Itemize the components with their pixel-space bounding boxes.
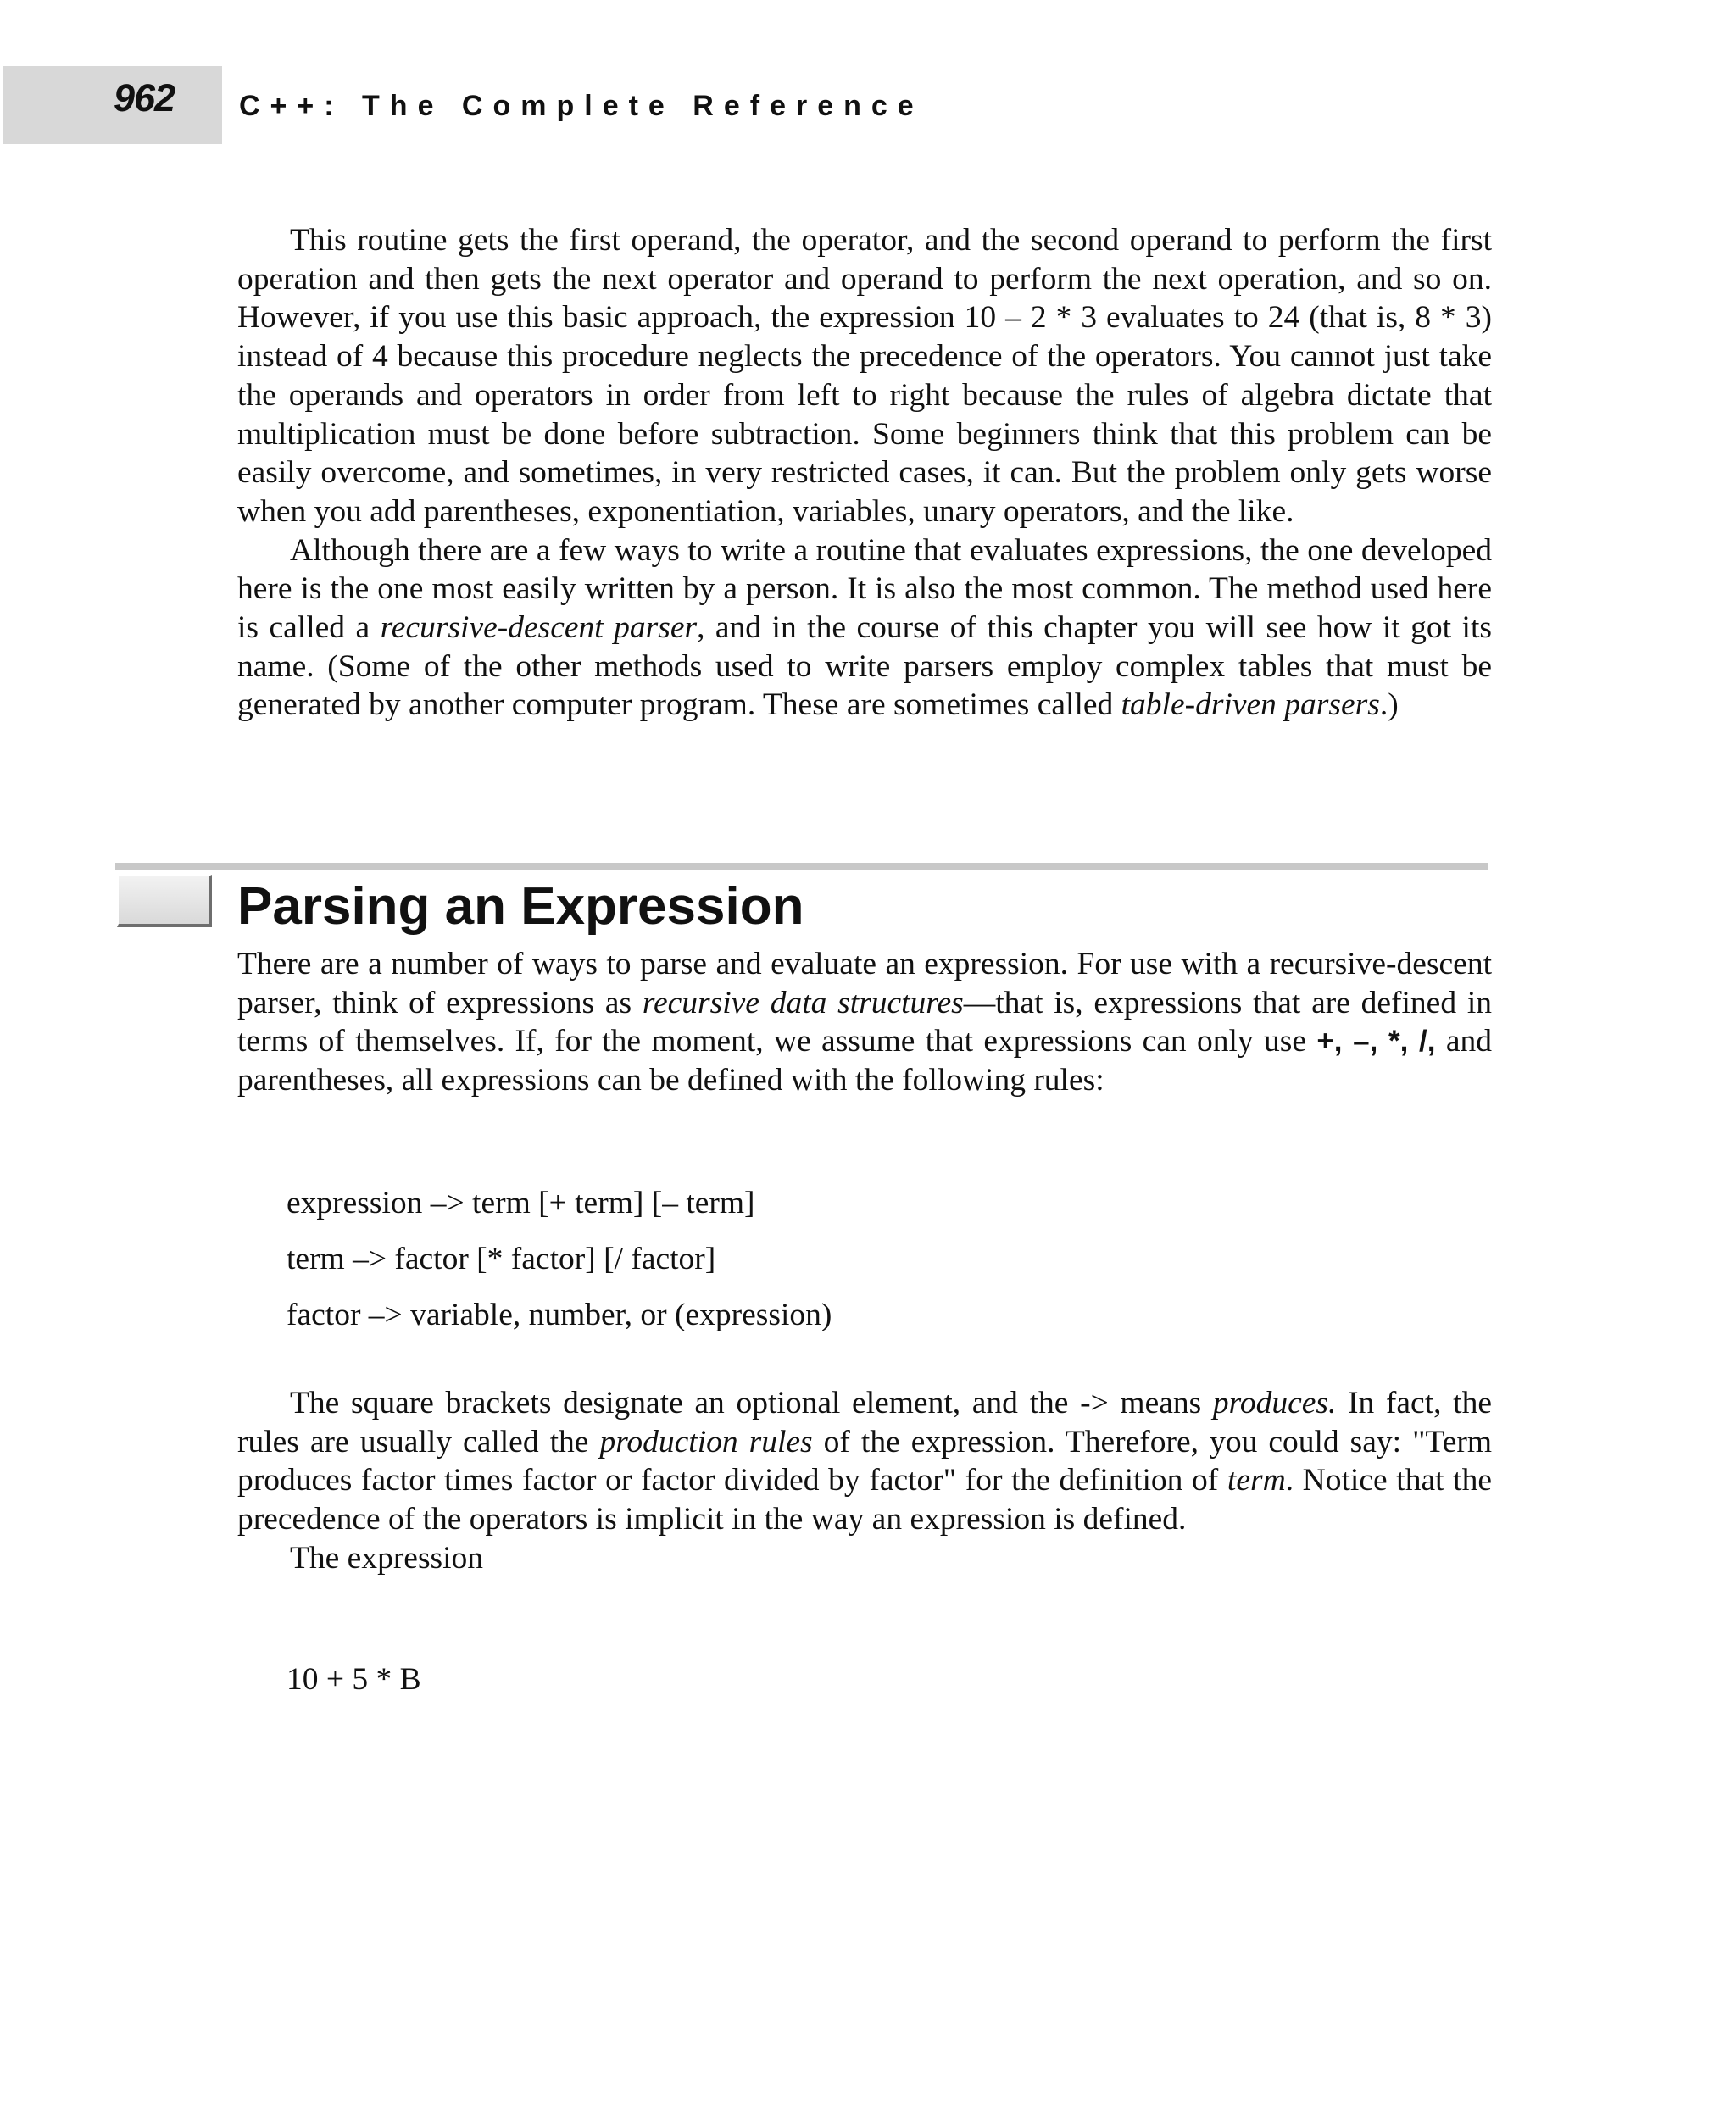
after-text [237, 1384, 1492, 1578]
text-run: of the expression. Therefore, you could say: "Term produces factor times factor or factor divided by factor" for the definition of [237, 1424, 1492, 1498]
example-expression: 10 + 5 * B [287, 1662, 421, 1697]
page-number-tab [3, 66, 222, 144]
text-run: The square brackets designate an optional element, and the -> means [290, 1386, 1213, 1420]
text-run: In fact, the rules are usually called the [237, 1386, 1492, 1459]
operator-list: +, –, *, /, [1316, 1025, 1436, 1059]
production-rule-expression: expression –> term [+ term] [– term] [287, 1186, 755, 1220]
after-paragraph-1 [237, 1384, 1492, 1539]
production-rule-factor: factor –> variable, number, or (expression) [287, 1298, 832, 1332]
text-run: .) [1379, 687, 1399, 723]
term-recursive-descent-parser: recursive-descent parser [380, 610, 698, 646]
term-table-driven-parsers: table-driven parsers [1121, 687, 1380, 723]
intro-text [237, 221, 1492, 725]
page-number: 962 [114, 76, 175, 120]
section-rule [115, 863, 1488, 870]
after-paragraph-2: The expression [290, 1540, 484, 1576]
text-run: —that is, expressions that are defined in terms of themselves. If, for the moment, we assume that expressions can only use [237, 985, 1493, 1059]
production-rule-term: term –> factor [* factor] [/ factor] [287, 1242, 716, 1276]
section-marker-box [117, 875, 212, 927]
intro-paragraph-1: This routine gets the first operand, the operator, and the second operand to perform the first operation and then gets the next operator and operand to perform the next operation, and so on. However, if you use this basic approach, the expression 10 – 2 * 3 evaluates to 24 (that is, 8 * 3) instead of 4 because this procedure neglects the precedence of the operators. You cannot just take the operands and operators in order from left to right because the rules of algebra dictate that multiplication must be done before subtraction. Some beginners think that this problem can be easily overcome, and sometimes, in very restricted cases, it can. But the problem only gets worse when you add parentheses, exponentiation, variables, unary operators, and the like. [237, 223, 1492, 529]
term-production-rules: production rules [599, 1424, 813, 1459]
text-run: Although there are a few ways to write a routine that evaluates expressions, the one developed here is the one most easily written by a person. It is also the most common. The method used here is called a [237, 532, 1492, 646]
section-heading: Parsing an Expression [237, 877, 804, 936]
text-run: , and in the course of this chapter you will see how it got its name. (Some of the other methods used to write parsers employ complex tables that must be generated by another computer program. These are sometimes called [237, 610, 1492, 723]
text-run: . Notice that the precedence of the operators is implicit in the way an expression is defined. [237, 1463, 1492, 1537]
term-produces: produces. [1212, 1386, 1337, 1420]
term-recursive-data-structures: recursive data structures [642, 985, 964, 1020]
text-run: There are a number of ways to parse and evaluate an expression. For use with a recursive-descent parser, think of expressions as [237, 947, 1492, 1020]
section-paragraph-1 [237, 945, 1492, 1100]
term-term: term [1227, 1463, 1286, 1498]
section-text [237, 945, 1492, 1100]
text-run: and parentheses, all expressions can be defined with the following rules: [237, 1024, 1492, 1098]
intro-paragraph-2 [237, 531, 1492, 725]
running-title: C++: The Complete Reference [239, 90, 924, 122]
